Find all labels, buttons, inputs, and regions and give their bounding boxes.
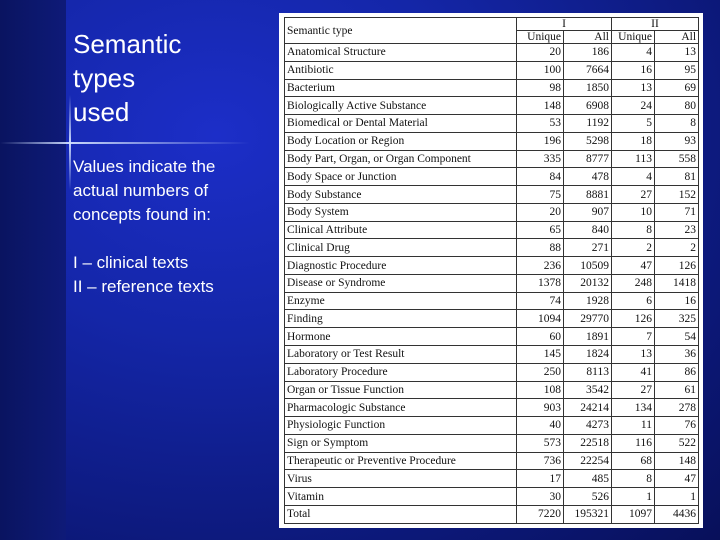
- cell-all-1: 8113: [564, 363, 612, 381]
- cell-unique-2: 13: [612, 346, 655, 364]
- cell-unique-1: 65: [517, 221, 564, 239]
- cell-unique-2: 2: [612, 239, 655, 257]
- table-row: [285, 115, 699, 133]
- table-row: [285, 381, 699, 399]
- cell-all-1: 186: [564, 44, 612, 62]
- table-row: [285, 203, 699, 221]
- cell-all-2: 1418: [655, 274, 699, 292]
- cell-all-2: 76: [655, 417, 699, 435]
- cell-unique-2: 248: [612, 274, 655, 292]
- cell-name: Biologically Active Substance: [285, 97, 517, 115]
- cell-unique-1: 573: [517, 434, 564, 452]
- cell-unique-1: 250: [517, 363, 564, 381]
- table-row: [285, 239, 699, 257]
- spacer: [73, 227, 263, 251]
- cell-name: Diagnostic Procedure: [285, 257, 517, 275]
- cell-name: Bacterium: [285, 79, 517, 97]
- cell-name: Vitamin: [285, 488, 517, 506]
- cell-name: Finding: [285, 310, 517, 328]
- cell-all-1: 22518: [564, 434, 612, 452]
- column-header-unique-clinical: Unique: [517, 31, 564, 44]
- cell-unique-2: 18: [612, 132, 655, 150]
- cell-all-1: 8881: [564, 186, 612, 204]
- cell-unique-1: 20: [517, 44, 564, 62]
- cell-all-2: 71: [655, 203, 699, 221]
- cell-all-1: 4273: [564, 417, 612, 435]
- cell-name: Laboratory Procedure: [285, 363, 517, 381]
- cell-all-2: 36: [655, 346, 699, 364]
- cell-total-all-1: 195321: [564, 505, 612, 523]
- cell-unique-2: 13: [612, 79, 655, 97]
- cell-name: Body System: [285, 203, 517, 221]
- cell-unique-2: 8: [612, 470, 655, 488]
- table-row: [285, 186, 699, 204]
- body-line: concepts found in:: [73, 205, 211, 224]
- cell-unique-1: 100: [517, 61, 564, 79]
- cell-total-all-2: 4436: [655, 505, 699, 523]
- cell-all-1: 1192: [564, 115, 612, 133]
- cell-all-1: 1824: [564, 346, 612, 364]
- cell-unique-2: 68: [612, 452, 655, 470]
- cell-name: Laboratory or Test Result: [285, 346, 517, 364]
- cell-unique-1: 20: [517, 203, 564, 221]
- cell-all-1: 20132: [564, 274, 612, 292]
- cell-all-2: 16: [655, 292, 699, 310]
- body-line: Values indicate the: [73, 157, 216, 176]
- column-header-all-clinical: All: [564, 31, 612, 44]
- cell-name: Body Substance: [285, 186, 517, 204]
- cell-unique-1: 75: [517, 186, 564, 204]
- cell-unique-2: 116: [612, 434, 655, 452]
- table-row: [285, 470, 699, 488]
- cell-unique-1: 148: [517, 97, 564, 115]
- cell-unique-2: 4: [612, 44, 655, 62]
- table-row: [285, 44, 699, 62]
- cell-unique-2: 27: [612, 186, 655, 204]
- cell-name: Clinical Attribute: [285, 221, 517, 239]
- legend-line-reference: II – reference texts: [73, 277, 214, 296]
- cell-all-1: 8777: [564, 150, 612, 168]
- table-row: [285, 79, 699, 97]
- semantic-types-table: [284, 17, 699, 524]
- cell-unique-2: 10: [612, 203, 655, 221]
- cell-all-2: 69: [655, 79, 699, 97]
- table-row: [285, 292, 699, 310]
- cell-all-2: 93: [655, 132, 699, 150]
- cell-unique-2: 47: [612, 257, 655, 275]
- table-row: [285, 97, 699, 115]
- cell-all-2: 558: [655, 150, 699, 168]
- table-row: [285, 221, 699, 239]
- cell-unique-2: 11: [612, 417, 655, 435]
- cell-unique-2: 134: [612, 399, 655, 417]
- cell-unique-1: 108: [517, 381, 564, 399]
- cell-unique-1: 145: [517, 346, 564, 364]
- slide-body-text: [73, 155, 263, 299]
- cell-all-1: 1891: [564, 328, 612, 346]
- cell-unique-1: 53: [517, 115, 564, 133]
- table-row: [285, 452, 699, 470]
- cell-unique-2: 7: [612, 328, 655, 346]
- cell-unique-1: 1094: [517, 310, 564, 328]
- cell-unique-1: 84: [517, 168, 564, 186]
- slide-title: [73, 27, 263, 129]
- cell-unique-2: 4: [612, 168, 655, 186]
- cell-all-1: 7664: [564, 61, 612, 79]
- cell-all-2: 522: [655, 434, 699, 452]
- cell-all-2: 152: [655, 186, 699, 204]
- cell-unique-1: 88: [517, 239, 564, 257]
- cell-unique-1: 236: [517, 257, 564, 275]
- table-row: [285, 363, 699, 381]
- cell-unique-1: 74: [517, 292, 564, 310]
- sparkle-horizontal-line: [0, 142, 250, 144]
- cell-all-1: 1850: [564, 79, 612, 97]
- cell-name: Disease or Syndrome: [285, 274, 517, 292]
- cell-all-2: 126: [655, 257, 699, 275]
- cell-unique-1: 1378: [517, 274, 564, 292]
- cell-all-1: 6908: [564, 97, 612, 115]
- cell-all-2: 61: [655, 381, 699, 399]
- cell-name: Clinical Drug: [285, 239, 517, 257]
- cell-unique-2: 6: [612, 292, 655, 310]
- column-header-all-reference: All: [655, 31, 699, 44]
- cell-name: Enzyme: [285, 292, 517, 310]
- cell-all-2: 13: [655, 44, 699, 62]
- cell-name: Anatomical Structure: [285, 44, 517, 62]
- cell-all-1: 907: [564, 203, 612, 221]
- cell-name: Body Space or Junction: [285, 168, 517, 186]
- cell-all-1: 29770: [564, 310, 612, 328]
- table-total-row: [285, 505, 699, 523]
- cell-all-2: 278: [655, 399, 699, 417]
- cell-all-1: 485: [564, 470, 612, 488]
- cell-unique-1: 17: [517, 470, 564, 488]
- cell-unique-2: 1: [612, 488, 655, 506]
- table-row: [285, 310, 699, 328]
- table-row: [285, 417, 699, 435]
- cell-all-1: 24214: [564, 399, 612, 417]
- table-row: [285, 132, 699, 150]
- left-decorative-band: [0, 0, 66, 540]
- table-row: [285, 434, 699, 452]
- cell-total-unique-2: 1097: [612, 505, 655, 523]
- cell-all-2: 86: [655, 363, 699, 381]
- cell-unique-1: 98: [517, 79, 564, 97]
- cell-unique-1: 736: [517, 452, 564, 470]
- cell-unique-2: 24: [612, 97, 655, 115]
- cell-all-2: 81: [655, 168, 699, 186]
- cell-unique-2: 126: [612, 310, 655, 328]
- cell-all-1: 478: [564, 168, 612, 186]
- cell-unique-1: 40: [517, 417, 564, 435]
- cell-all-1: 10509: [564, 257, 612, 275]
- cell-name: Therapeutic or Preventive Procedure: [285, 452, 517, 470]
- table-row: [285, 399, 699, 417]
- cell-all-1: 5298: [564, 132, 612, 150]
- column-header-semantic-type: Semantic type: [285, 18, 517, 44]
- cell-all-1: 22254: [564, 452, 612, 470]
- cell-all-1: 3542: [564, 381, 612, 399]
- cell-unique-1: 60: [517, 328, 564, 346]
- cell-all-1: 840: [564, 221, 612, 239]
- cell-all-1: 1928: [564, 292, 612, 310]
- cell-name: Organ or Tissue Function: [285, 381, 517, 399]
- table-row: [285, 328, 699, 346]
- cell-all-1: 526: [564, 488, 612, 506]
- column-group-header-clinical: I: [517, 18, 612, 31]
- table-row: [285, 274, 699, 292]
- cell-total-unique-1: 7220: [517, 505, 564, 523]
- cell-all-2: 8: [655, 115, 699, 133]
- cell-all-2: 325: [655, 310, 699, 328]
- semantic-types-table-panel: [279, 13, 703, 528]
- table-row: [285, 488, 699, 506]
- cell-all-2: 2: [655, 239, 699, 257]
- cell-unique-2: 27: [612, 381, 655, 399]
- legend-line-clinical: I – clinical texts: [73, 253, 189, 272]
- cell-all-2: 95: [655, 61, 699, 79]
- sparkle-vertical-line: [69, 95, 71, 190]
- cell-all-2: 80: [655, 97, 699, 115]
- column-header-unique-reference: Unique: [612, 31, 655, 44]
- cell-unique-2: 41: [612, 363, 655, 381]
- cell-name: Sign or Symptom: [285, 434, 517, 452]
- cell-name: Antibiotic: [285, 61, 517, 79]
- cell-all-1: 271: [564, 239, 612, 257]
- table-row: [285, 61, 699, 79]
- cell-name: Body Part, Organ, or Organ Component: [285, 150, 517, 168]
- cell-unique-2: 5: [612, 115, 655, 133]
- cell-all-2: 54: [655, 328, 699, 346]
- cell-name: Biomedical or Dental Material: [285, 115, 517, 133]
- cell-all-2: 47: [655, 470, 699, 488]
- cell-unique-2: 8: [612, 221, 655, 239]
- cell-unique-1: 196: [517, 132, 564, 150]
- cell-name: Body Location or Region: [285, 132, 517, 150]
- cell-name: Virus: [285, 470, 517, 488]
- table-row: [285, 346, 699, 364]
- cell-all-2: 23: [655, 221, 699, 239]
- cell-unique-1: 30: [517, 488, 564, 506]
- cell-unique-1: 903: [517, 399, 564, 417]
- slide-title-line: used: [73, 97, 130, 127]
- cell-name: Hormone: [285, 328, 517, 346]
- cell-all-2: 148: [655, 452, 699, 470]
- table-body: [285, 44, 699, 524]
- table-row: [285, 150, 699, 168]
- slide-title-line: Semantic: [73, 29, 182, 59]
- cell-unique-1: 335: [517, 150, 564, 168]
- table-group-header-row: [285, 18, 699, 31]
- cell-name: Pharmacologic Substance: [285, 399, 517, 417]
- cell-all-2: 1: [655, 488, 699, 506]
- cell-unique-2: 113: [612, 150, 655, 168]
- cell-name: Physiologic Function: [285, 417, 517, 435]
- body-line: actual numbers of: [73, 181, 209, 200]
- table-row: [285, 168, 699, 186]
- slide-title-line: types: [73, 63, 136, 93]
- table-row: [285, 257, 699, 275]
- cell-unique-2: 16: [612, 61, 655, 79]
- column-group-header-reference: II: [612, 18, 699, 31]
- cell-total-label: Total: [285, 505, 517, 523]
